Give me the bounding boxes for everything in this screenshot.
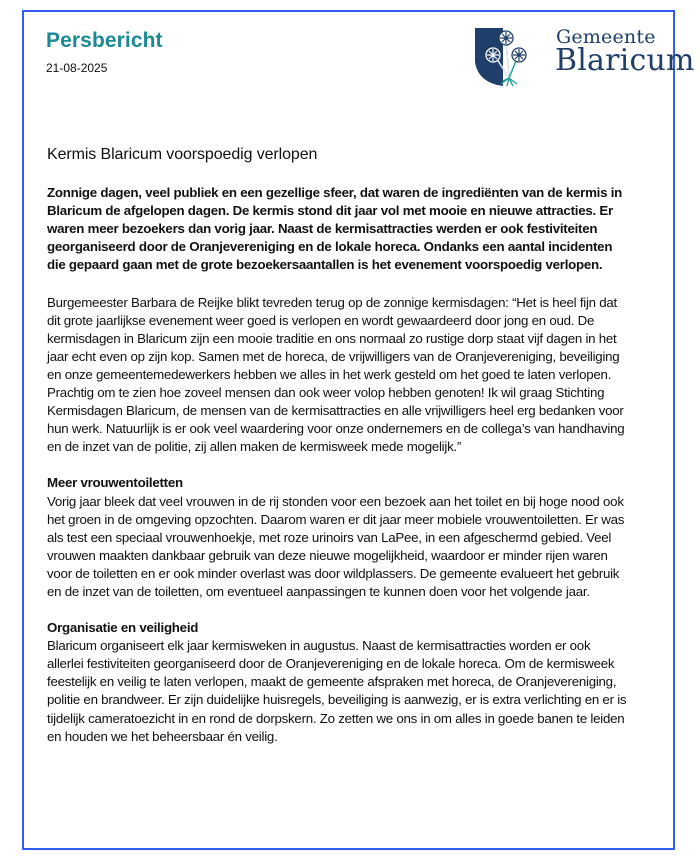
municipality-logo <box>473 26 695 88</box>
section-heading: Meer vrouwentoiletten <box>47 475 183 491</box>
press-release-article <box>47 146 627 764</box>
blaricum-coat-of-arms-icon <box>473 26 535 88</box>
logo-text-blaricum: Blaricum <box>555 43 695 78</box>
document-type-title: Persbericht <box>46 29 163 52</box>
article-intro: Zonnige dagen, veel publiek en een gezellige sfeer, dat waren de ingrediënten van de kermis in Blaricum de afgelopen dagen. De kermis stond dit jaar vol met mooie en nieuwe attracties. Er waren meer bezoekers dan vorig jaar. Naast de kermisattracties werden er ook festiviteiten georganiseerd door de Oranjevereniging en de lokale horeca. Ondanks een aantal incidenten die gepaard gaan met de grote bezoekersaantallen is het evenement voorspoedig verlopen. <box>47 185 623 273</box>
section-heading: Organisatie en veiligheid <box>47 620 199 636</box>
mayor-quote-paragraph: Burgemeester Barbara de Reijke blikt tevreden terug op de zonnige kermisdagen: “Het is heel fijn dat dit grote jaarlijkse evenement weer goed is verlopen en wordt gewaardeerd door jong en oud. De kermisdagen in Blaricum zijn een mooie traditie en ons normaal zo rustige dorp staat vijf dagen in het jaar echt even op zijn kop. Samen met de horeca, de vrijwilligers van de Oranjevereniging, beveiliging en onze gemeentemedewerkers hebben we alles in het werk gesteld om het goed te laten verlopen. Prachtig om te zien hoe zoveel mensen dan ook weer volop hebben genoten! Ik wil graag Stichting Kermisdagen Blaricum, de mensen van de kermisattracties en alle vrijwilligers heel erg bedanken voor hun werk. Natuurlijk is er ook veel waardering voor onze ondernemers en de collega’s van handhaving en de inzet van de politie, zij allen maken de kermisweek mede mogelijk.” <box>47 294 625 455</box>
section-organisation-safety <box>47 619 627 746</box>
section-women-toilets <box>47 474 627 601</box>
article-title: Kermis Blaricum voorspoedig verlopen <box>47 146 318 163</box>
section-body: Blaricum organiseert elk jaar kermisweken in augustus. Naast de kermisattracties worden er ook allerlei festiviteiten georganiseerd door de Oranjevereniging en de lokale horeca. Om de kermisweek feestelijk en veilig te laten verlopen, maakt de gemeente afspraken met horeca, de Oranjevereniging, politie en brandweer. Er zijn duidelijke huisregels, beveiliging is aanwezig, er is extra verlichting en er is tijdelijk cameratoezicht in en rond de dorpskern. Zo zetten we ons in om alles in goede banen te leiden en houden we het beheersbaar én veilig. <box>47 638 627 744</box>
section-body: Vorig jaar bleek dat veel vrouwen in de rij stonden voor een bezoek aan het toilet en bij hoge nood ook het groen in de omgeving opzochten. Daarom waren er dit jaar meer mobiele vrouwentoiletten. Er was als test een speciaal vrouwenhoekje, met roze urinoirs van LaPee, in een afgeschermd gebied. Veel vrouwen maakten dankbaar gebruik van deze nieuwe mogelijkheid, waardoor er minder rijen waren voor de toiletten en er ook minder overlast was door wildplassers. De gemeente evalueert het gebruik en de inzet van de toiletten, om eventueel aanpassingen te kunnen doen voor het volgende jaar. <box>47 493 625 599</box>
logo-text-gemeente: Gemeente <box>556 26 656 48</box>
publication-date: 21-08-2025 <box>46 61 108 75</box>
